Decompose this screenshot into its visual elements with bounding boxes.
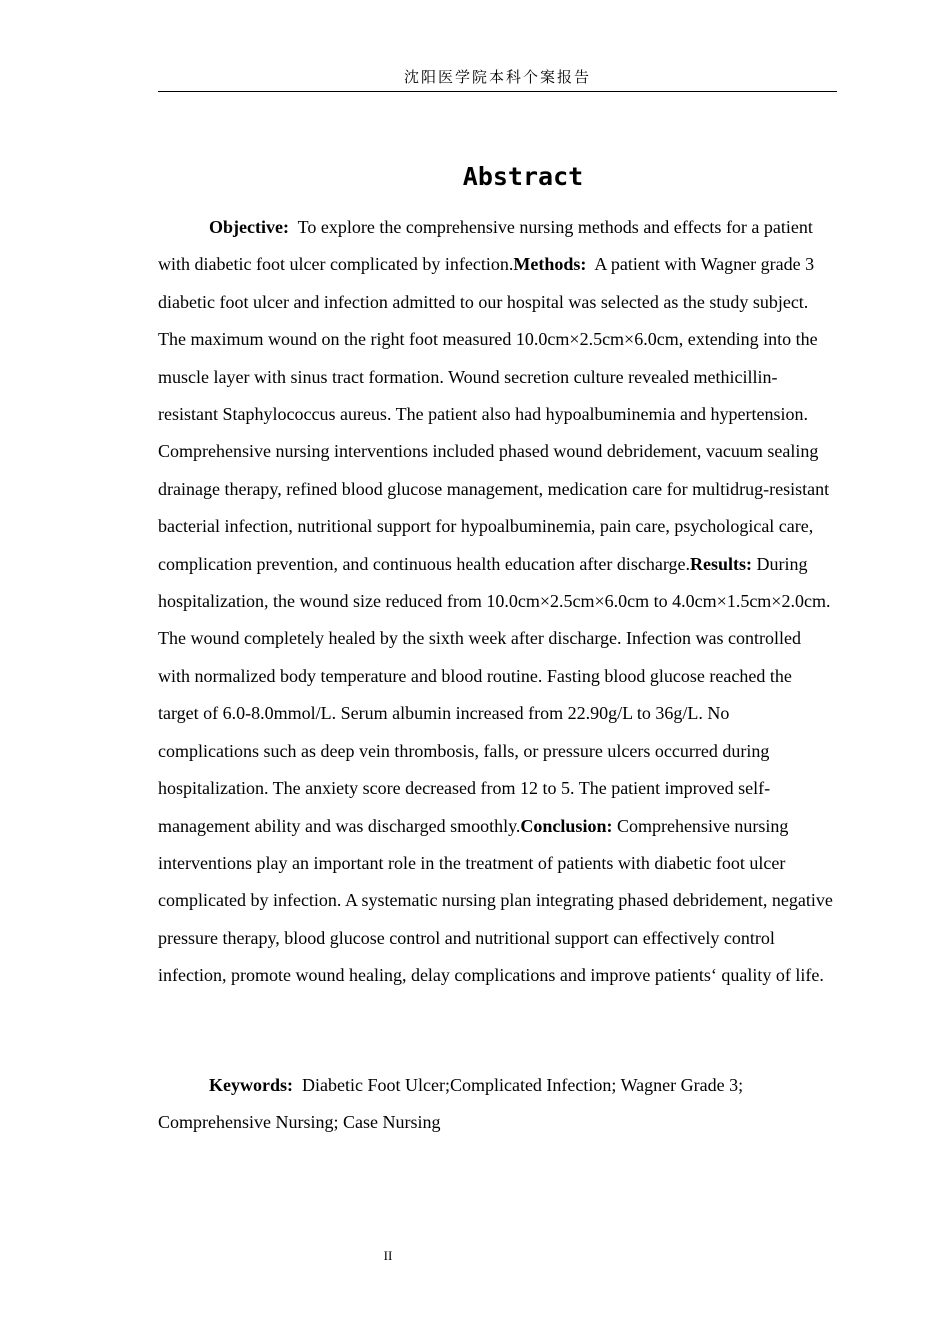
running-header: 沈阳医学院本科个案报告 bbox=[403, 68, 591, 86]
keywords-label: Keywords: bbox=[209, 1075, 293, 1095]
keywords-text: Diabetic Foot Ulcer;Complicated Infection; Wagner Grade 3; Comprehensive Nursing; Case Nursing bbox=[158, 1075, 744, 1133]
methods-text: A patient with Wagner grade 3 diabetic foot ulcer and infection admitted to our hospital was selected as the study subject. The maximum wound on the right foot measured 10.0cm×2.5cm×6.0cm, extending into the muscle layer with sinus tract formation. Wound secretion culture revealed methicillin-resistant Staphylococcus aureus. The patient also had hypoalbuminemia and hypertension. Comprehensive nursing interventions included phased wound debridement, vacuum sealing drainage therapy, refined blood glucose management, medication care for multidrug-resistant bacterial infection, nutritional support for hypoalbuminemia, pain care, psychological care, complication prevention, and continuous health education after discharge. bbox=[158, 254, 830, 574]
objective-text: To explore the comprehensive nursing methods and effects for a patient with diabetic foot ulcer complicated by infection. bbox=[158, 217, 813, 275]
results-text: During hospitalization, the wound size reduced from 10.0cm×2.5cm×6.0cm to 4.0cm×1.5cm×2.0cm. The wound completely healed by the sixth week after discharge. Infection was controlled with normalized body temperature and blood routine. Fasting blood glucose reached the target of 6.0-8.0mmol/L. Serum albumin increased from 22.90g/L to 36g/L. No complications such as deep vein thrombosis, falls, or pressure ulcers occurred during hospitalization. The anxiety score decreased from 12 to 5. The patient improved self-management ability and was discharged smoothly. bbox=[158, 553, 831, 836]
page-number: II bbox=[383, 1248, 393, 1263]
abstract-title: Abstract bbox=[462, 162, 584, 191]
keywords-paragraph bbox=[158, 1067, 834, 1142]
objective-label: Objective: bbox=[209, 217, 289, 237]
conclusion-label: Conclusion: bbox=[520, 815, 613, 836]
results-label: Results: bbox=[690, 553, 752, 574]
conclusion-text: Comprehensive nursing interventions play an important role in the treatment of patients with diabetic foot ulcer complicated by infection. A systematic nursing plan integrating phased debridement, negative pressure therapy, blood glucose control and nutritional support can effectively control infection, promote wound healing, delay complications and improve patients‘ quality of life. bbox=[158, 815, 833, 986]
abstract-paragraph bbox=[158, 209, 834, 995]
header-divider bbox=[158, 91, 837, 92]
methods-label: Methods: bbox=[513, 254, 587, 275]
